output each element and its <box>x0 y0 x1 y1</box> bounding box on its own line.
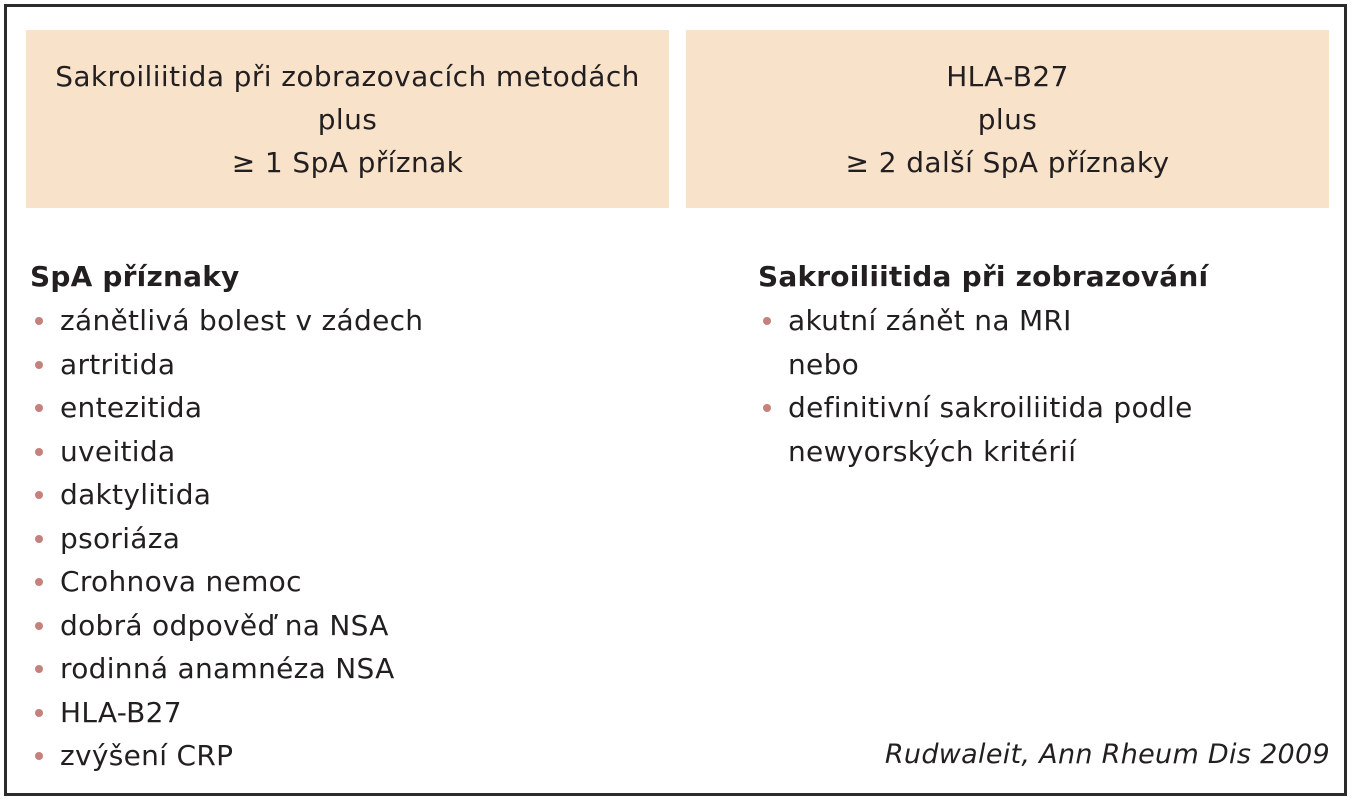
clinical-arm-line-2: plus <box>977 102 1038 136</box>
bullet-dot-icon <box>35 491 43 499</box>
bullet-dot-icon <box>763 317 771 325</box>
list-item <box>30 343 423 387</box>
imaging-arm-line-3: ≥ 1 SpA příznak <box>231 145 464 179</box>
list-item-text: psoriáza <box>60 521 181 555</box>
spa-features-list <box>30 299 423 778</box>
list-item <box>758 386 1208 430</box>
bullet-dot-icon <box>35 361 43 369</box>
imaging-section <box>758 255 1208 473</box>
list-item <box>30 691 423 735</box>
list-item-text: rodinná anamnéza NSA <box>60 652 395 685</box>
list-item-text: entezitida <box>60 391 203 424</box>
imaging-arm-line-1: Sakroiliitida při zobrazovacích metodách <box>55 59 640 93</box>
list-item <box>30 386 423 430</box>
list-item <box>30 299 423 343</box>
imaging-list <box>758 299 1208 473</box>
imaging-arm-line-2: plus <box>317 102 378 136</box>
imaging-arm-criteria-box <box>26 30 669 208</box>
list-item <box>30 647 423 691</box>
list-item-text: HLA-B27 <box>60 695 182 729</box>
clinical-arm-criteria-box <box>686 30 1329 208</box>
imaging-title: Sakroiliitida při zobrazování <box>758 260 1209 293</box>
list-item <box>30 473 423 517</box>
list-item-text: artritida <box>60 347 176 381</box>
list-item <box>30 604 423 648</box>
list-item-text: definitivní sakroiliitida podle <box>788 391 1193 424</box>
list-item-continuation <box>758 343 1208 387</box>
spa-features-title: SpA příznaky <box>30 260 240 293</box>
bullet-dot-icon <box>35 448 43 456</box>
bullet-dot-icon <box>35 535 43 543</box>
list-item <box>30 430 423 474</box>
bullet-dot-icon <box>35 665 43 673</box>
clinical-arm-line-3: ≥ 2 další SpA příznaky <box>845 145 1170 179</box>
bullet-dot-icon <box>35 709 43 717</box>
bullet-dot-icon <box>763 404 771 412</box>
list-item-text: dobrá odpověď na NSA <box>60 608 389 642</box>
citation: Rudwaleit, Ann Rheum Dis 2009 <box>884 739 1330 770</box>
bullet-dot-icon <box>35 752 43 760</box>
list-item-text: Crohnova nemoc <box>60 565 302 598</box>
list-item-continuation <box>758 430 1208 474</box>
list-item-text: zánětlivá bolest v zádech <box>60 304 424 337</box>
list-item-text: zvýšení CRP <box>60 739 234 772</box>
bullet-dot-icon <box>35 622 43 630</box>
list-item <box>758 299 1208 343</box>
list-item-text: nebo <box>788 347 860 381</box>
list-item <box>30 734 423 778</box>
list-item-text: uveitida <box>60 434 176 468</box>
list-item <box>30 560 423 604</box>
bullet-dot-icon <box>35 578 43 586</box>
list-item-text: daktylitida <box>60 478 212 511</box>
bullet-dot-icon <box>35 317 43 325</box>
list-item-text: akutní zánět na MRI <box>788 304 1072 337</box>
list-item <box>30 517 423 561</box>
bullet-dot-icon <box>35 404 43 412</box>
clinical-arm-line-1: HLA-B27 <box>946 59 1069 93</box>
list-item-text: newyorských kritérií <box>788 434 1077 468</box>
spa-features-section <box>30 255 423 778</box>
